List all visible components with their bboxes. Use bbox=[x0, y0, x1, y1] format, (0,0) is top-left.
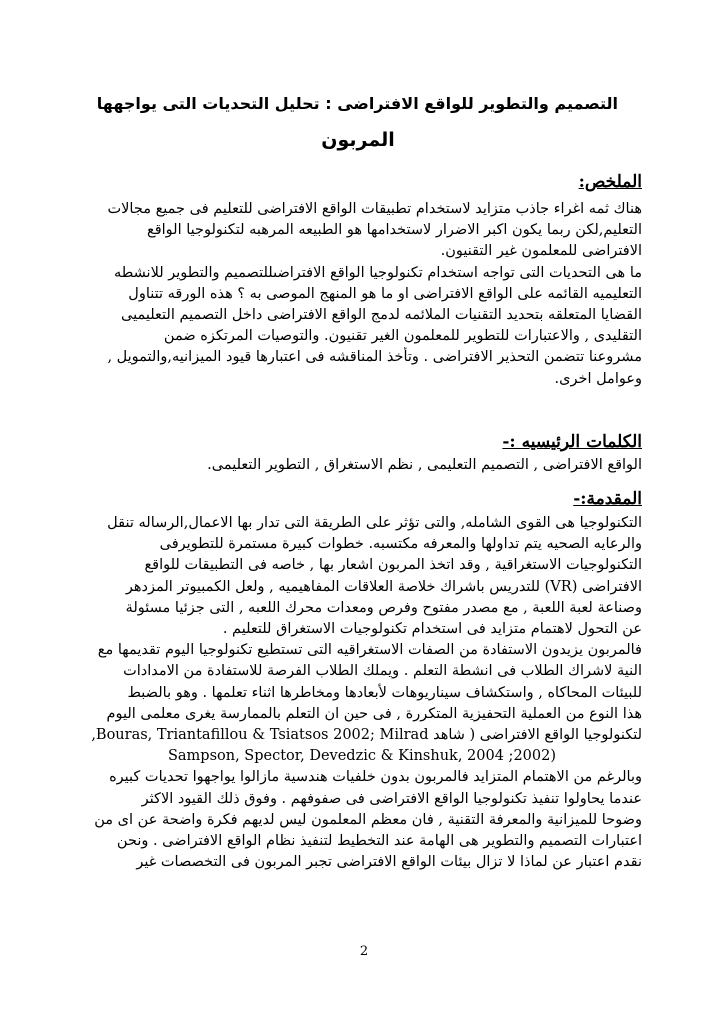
introduction-paragraph bbox=[82, 513, 642, 873]
text-line: وضوحا للميزانية والمعرفة التقنية , فان معظم المعلمون ليس لديهم فكرة واضحة عن اى من bbox=[94, 811, 642, 828]
text-line: ما هى التحديات التى تواجه استخدام تكنولوجيا الواقع الافتراضىللتصميم والتطوير للانشطه bbox=[113, 264, 642, 281]
text-line: فالمربون يزيدون الاستفادة من الصفات الاستغراقيه التى تستطيع تكنولوجيا اليوم تقديمها مع bbox=[97, 642, 642, 659]
keywords-text bbox=[82, 455, 642, 476]
text-line: للبيئات المحاكاه , واستكشاف سيناريوهات لأبعادها ومخاطرها اثناء تعلمها . وهو بالضبط bbox=[127, 684, 642, 701]
document-title bbox=[98, 86, 618, 158]
text-line: والرعايه الصحيه يتم تداولها والمعرفه مكتسبه. خطوات كبيرة مستمرة للتطويرفى bbox=[159, 536, 642, 553]
text-line: الافتراضى (VR) للتدريس باشراك خلاصة العلاقات المفاهيميه , ولعل الكمبيوتر المزدهر bbox=[125, 578, 642, 595]
title-line: التصميم والتطوير للواقع الافتراضى : تحليل التحديات التى يواجهها bbox=[96, 94, 618, 113]
text-line: هناك ثمه اغراء جاذب متزايد لاستخدام تطبيقات الواقع الافتراضى للتعليم فى جميع مجالات bbox=[107, 201, 642, 217]
text-line: الافتراضى للمعلمون غير التقنيون. bbox=[440, 243, 642, 260]
text-line: الواقع الافتراضى , التصميم التعليمى , نظم الاستغراق , التطوير التعليمى. bbox=[207, 457, 642, 473]
text-line: وبالرغم من الاهتمام المتزايد فالمربون بدون خلفيات هندسية مازالوا يواجهوا تحديات كبيره bbox=[109, 769, 642, 786]
keywords-heading: الكلمات الرئيسيه :- bbox=[502, 432, 642, 452]
page-number: 2 bbox=[359, 944, 369, 959]
text-line: القضايا المتعلقه بتحديد التقنيات الملائمه لدمج الواقع الافتراضى داخل التصميم التعليميى bbox=[121, 307, 642, 324]
text-line: التعليميه القائمه على الواقع الافتراضى او ما هو المنهج الموصى به ؟ هذه الورقه تتناول bbox=[128, 285, 642, 302]
abstract-heading: الملخص: bbox=[578, 172, 642, 192]
text-line: وعوامل اخرى. bbox=[554, 370, 642, 387]
abstract-paragraph bbox=[82, 199, 642, 390]
text-line: التقليدى , والاعتبارات للتطوير للمعلمون الغير تقنيون. والتوصيات المرتكزه ضمن bbox=[163, 328, 642, 345]
text-line: مشروعنا تتضمن التحذير الافتراضى . وتأخذ المناقشه فى اعتبارها قيود الميزانيه,والتمويل , bbox=[107, 349, 642, 366]
introduction-heading: المقدمة:- bbox=[573, 489, 642, 509]
text-line: هذا النوع من العملية التحفيزية المتكررة , فى حين ان التعلم بالممارسة يغرى معلمى اليوم bbox=[106, 705, 642, 722]
text-line: التعليم,لكن ربما يكون اكبر الاضرار لاستخدامها هو الطبيعه المرهبه لتكنولوجيا الواقع bbox=[146, 222, 642, 239]
text-line: النية لاشراك الطلاب فى انشطة التعلم . ويملك الطلاب الفرصة للاستفادة من الامدادات bbox=[123, 663, 642, 680]
text-line: نقدم اعتبار عن لماذا لا تزال بيئات الواقع الافتراضى تجبر المربون فى التخصصات غير bbox=[136, 854, 642, 871]
text-line: التكنولوجيات الاستغراقية , وقد اتخذ المربون اشعار بها , خاصه فى التطبيقات للواقع bbox=[144, 557, 642, 574]
text-line: عندما يحاولوا تنفيذ تكنولوجيا الواقع الافتراضى فى صفوفهم . وفوق ذلك القيود الاكثر bbox=[141, 790, 642, 807]
text-line: التكنولوجيا هى القوى الشامله, والتى تؤثر على الطريقة التى تدار بها الاعمال,الرساله تنقل bbox=[107, 515, 642, 531]
text-line: وصناعة لعبة اللعبة , مع مصدر مفتوح وفرص ومعدات محرك اللعبه , التى جزئيا مسئولة bbox=[125, 599, 642, 616]
text-line: اعتبارات التصميم والتطوير هى الهامة عند التخطيط لتنفيذ نظام الواقع الافتراضى . ونحن bbox=[116, 833, 642, 850]
title-line: المربون bbox=[321, 129, 395, 151]
text-line: عن التحول لاهتمام متزايد فى استخدام تكنولوجيات الاستغراق للتعليم . bbox=[222, 621, 642, 638]
text-line: (2002; Sampson, Spector, Devedzic & Kinshuk, 2004 bbox=[167, 748, 557, 765]
text-line: لتكنولوجيا الواقع الافتراضى ( شاهد Bouras, Triantafillou & Tsiatsos 2002; Milrad, bbox=[91, 727, 642, 744]
